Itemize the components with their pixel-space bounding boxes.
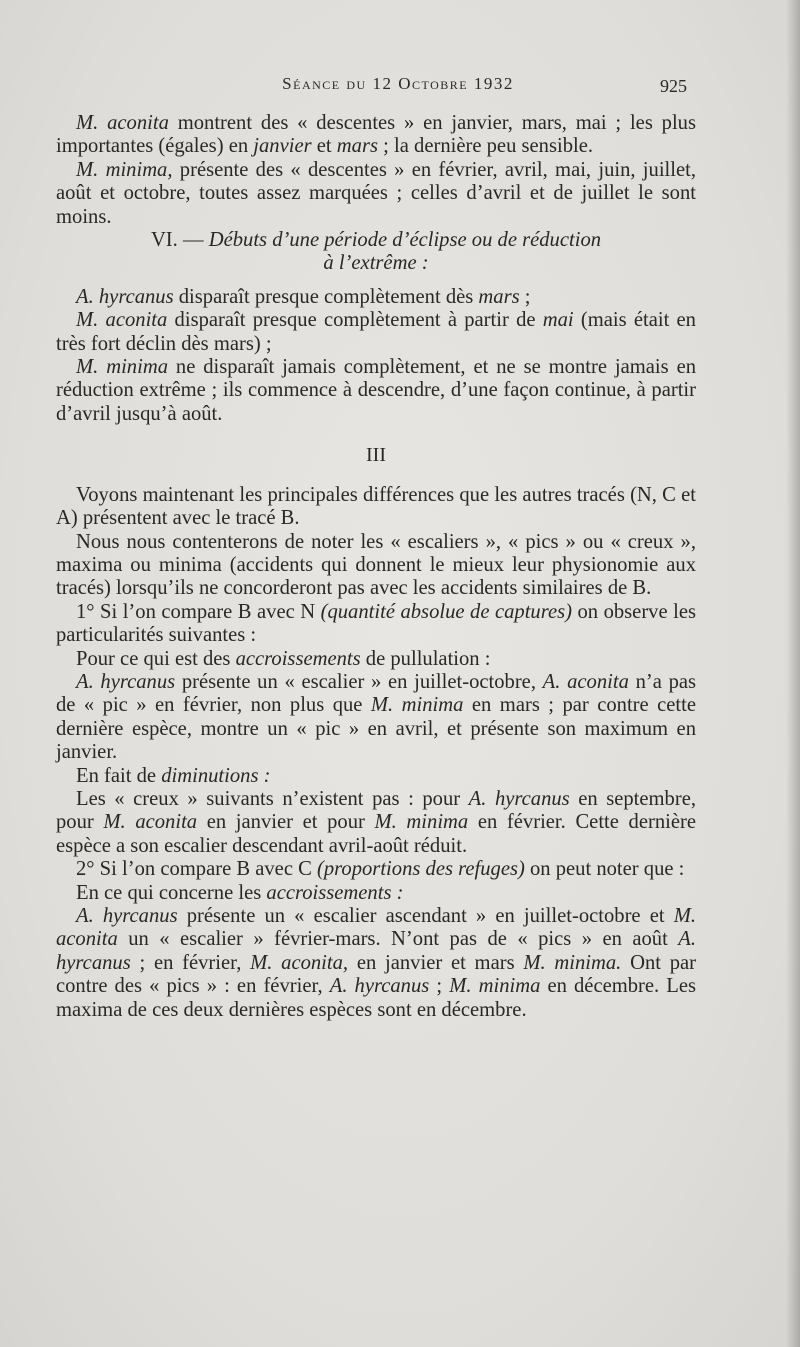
paragraph-diminutions-intro: En fait de diminutions : bbox=[76, 764, 271, 787]
paragraph-aconita-eclipse: M. aconita disparaît presque complètement à partir de mai (mais était en très fort déclin dès mars) ; bbox=[56, 309, 696, 355]
paragraph-accroissements-detail: A. hyrcanus présente un « escalier » en juillet-octobre, A. aconita n’a pas de « pic » en février, non plus que M. minima en mars ; par contre cette dernière espèce, montre un « pic » en avril, et présente son maximum en janvier. bbox=[56, 670, 697, 764]
running-head: Séance du 12 Octobre 1932 bbox=[282, 74, 514, 93]
paragraph-intro-differences: Voyons maintenant les principales différences que les autres tracés (N, C et A) présentent avec le tracé B. bbox=[56, 483, 696, 530]
paragraph-compare-b-n: 1° Si l’on compare B avec N (quantité absolue de captures) on observe les particularités suivantes : bbox=[56, 600, 697, 647]
paragraph-minima-eclipse: M. minima ne disparaît jamais complètement, et ne se montre jamais en réduction extrême ; ils commence à descendre, d’une façon continue, à partir d’avril jusqu’à août. bbox=[56, 356, 697, 425]
paragraph-hyrcanus-eclipse: A. hyrcanus disparaît presque complètement dès mars ; bbox=[76, 285, 531, 308]
page-edge-shadow bbox=[786, 0, 800, 1347]
section-numeral-iii: III bbox=[366, 444, 386, 467]
paragraph-aconita-descentes: M. aconita montrent des « descentes » en janvier, mars, mai ; les plus importantes (égales) en janvier et mars ; la dernière peu sensible. bbox=[56, 112, 696, 158]
page-header bbox=[0, 74, 800, 100]
section-heading-vi: VI. — Débuts d’une période d’éclipse ou de réduction à l’extrême : bbox=[150, 229, 602, 275]
paragraph-compare-b-c: 2° Si l’on compare B avec C (proportions des refuges) on peut noter que : bbox=[76, 858, 685, 881]
paragraph-accroissements-c-intro: En ce qui concerne les accroissements : bbox=[76, 881, 404, 904]
paragraph-escaliers-pics: Nous nous contenterons de noter les « escaliers », « pics » ou « creux », maxima ou minima (accidents qui donnent le mieux leur physionomie aux tracés) lorsqu’ils ne concorderont pas avec les accidents similaires de B. bbox=[56, 530, 696, 600]
page-number: 925 bbox=[660, 76, 687, 96]
paragraph-minima-descentes: M. minima, présente des « descentes » en février, avril, mai, juin, juillet, août et octobre, toutes assez marquées ; celles d’avril et de juillet le sont moins. bbox=[56, 158, 696, 228]
paragraph-accroissements-intro: Pour ce qui est des accroissements de pullulation : bbox=[76, 647, 491, 670]
body-text bbox=[56, 112, 696, 1022]
paragraph-creux-detail: Les « creux » suivants n’existent pas : pour A. hyrcanus en septembre, pour M. aconita en janvier et pour M. minima en février. Cette dernière espèce a son escalier descendant avril-août réduit. bbox=[56, 787, 697, 857]
paragraph-accroissements-c-detail: A. hyrcanus présente un « escalier ascendant » en juillet-octobre et M. aconita un « escalier » février-mars. N’ont pas de « pics » en août A. hyrcanus ; en février, M. aconita, en janvier et mars M. minima. Ont par contre des « pics » : en février, A. hyrcanus ; M. minima en décembre. Les maxima de ces deux dernières espèces sont en décembre. bbox=[56, 905, 697, 1021]
